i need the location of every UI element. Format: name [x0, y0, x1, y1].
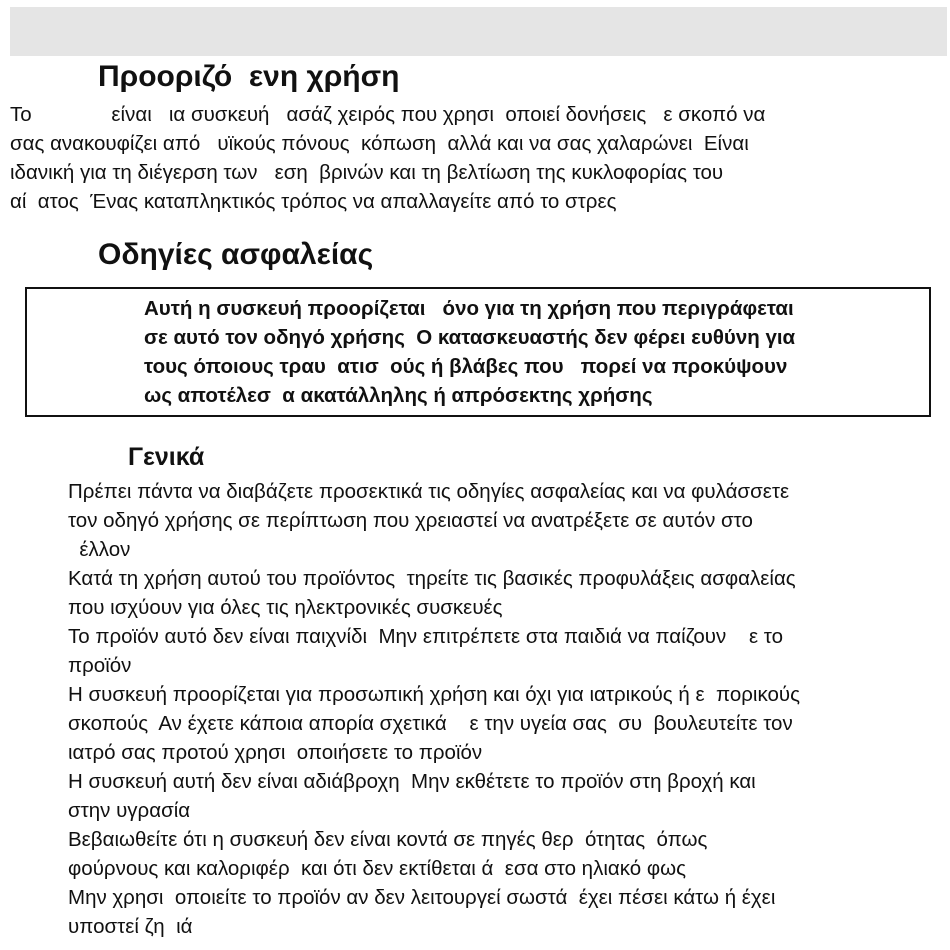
general-paragraph	[68, 477, 950, 941]
heading-safety: Οδηγίες ασφαλείας	[98, 238, 374, 271]
safety-notice-text	[144, 294, 795, 410]
text-line: Η συσκευή προορίζεται για προσωπική χρήση και όχι για ιατρικούς ή ε πορικούς	[68, 683, 800, 706]
intended-use-paragraph	[10, 100, 950, 216]
text-line: που ισχύουν για όλες τις ηλεκτρονικές συσκευές	[68, 596, 503, 619]
safety-notice-box	[25, 287, 931, 417]
heading-general: Γενικά	[128, 443, 205, 471]
text-line: Κατά τη χρήση αυτού του προϊόντος τηρείτε τις βασικές προφυλάξεις ασφαλείας	[68, 567, 796, 590]
notice-line: Αυτή η συσκευή προορίζεται όνο για τη χρήση που περιγράφεται	[144, 297, 794, 320]
text-line: ιατρό σας προτού χρησι οποιήσετε το προϊόν	[68, 741, 483, 764]
heading-intended-use: Προοριζό ενη χρήση	[98, 60, 400, 93]
text-line: αί ατος Ένας καταπληκτικός τρόπος να απαλλαγείτε από το στρες	[10, 190, 617, 213]
notice-line: τους όποιους τραυ ατισ ούς ή βλάβες που πορεί να προκύψουν	[144, 355, 788, 378]
text-line: τον οδηγό χρήσης σε περίπτωση που χρειαστεί να ανατρέξετε σε αυτόν στο	[68, 509, 753, 532]
text-line: Η συσκευή αυτή δεν είναι αδιάβροχη Μην εκθέτετε το προϊόν στη βροχή και	[68, 770, 756, 793]
text-line: σας ανακουφίζει από υϊκούς πόνους κόπωση αλλά και να σας χαλαρώνει Είναι	[10, 132, 749, 155]
header-bar	[10, 7, 947, 56]
text-line: Το είναι ια συσκευή ασάζ χειρός που χρησι οποιεί δονήσεις ε σκοπό να	[10, 103, 766, 126]
text-line: προϊόν	[68, 654, 132, 677]
text-line: Μην χρησι οποιείτε το προϊόν αν δεν λειτουργεί σωστά έχει πέσει κάτω ή έχει	[68, 886, 776, 909]
text-line: σκοπούς Αν έχετε κάποια απορία σχετικά ε την υγεία σας συ βουλευτείτε τον	[68, 712, 793, 735]
text-line: στην υγρασία	[68, 799, 191, 822]
text-line: Πρέπει πάντα να διαβάζετε προσεκτικά τις οδηγίες ασφαλείας και να φυλάσσετε	[68, 480, 790, 503]
text-line: φούρνους και καλοριφέρ και ότι δεν εκτίθεται ά εσα στο ηλιακό φως	[68, 857, 687, 880]
notice-line: σε αυτό τον οδηγό χρήσης Ο κατασκευαστής δεν φέρει ευθύνη για	[144, 326, 796, 349]
text-line: υποστεί ζη ιά	[68, 915, 193, 938]
text-line: Βεβαιωθείτε ότι η συσκευή δεν είναι κοντά σε πηγές θερ ότητας όπως	[68, 828, 708, 851]
text-line: Το προϊόν αυτό δεν είναι παιχνίδι Μην επιτρέπετε στα παιδιά να παίζουν ε το	[68, 625, 784, 648]
text-line: έλλον	[68, 538, 131, 561]
text-line: ιδανική για τη διέγερση των εση βρινών και τη βελτίωση της κυκλοφορίας του	[10, 161, 724, 184]
notice-line: ως αποτέλεσ α ακατάλληλης ή απρόσεκτης χρήσης	[144, 384, 653, 407]
